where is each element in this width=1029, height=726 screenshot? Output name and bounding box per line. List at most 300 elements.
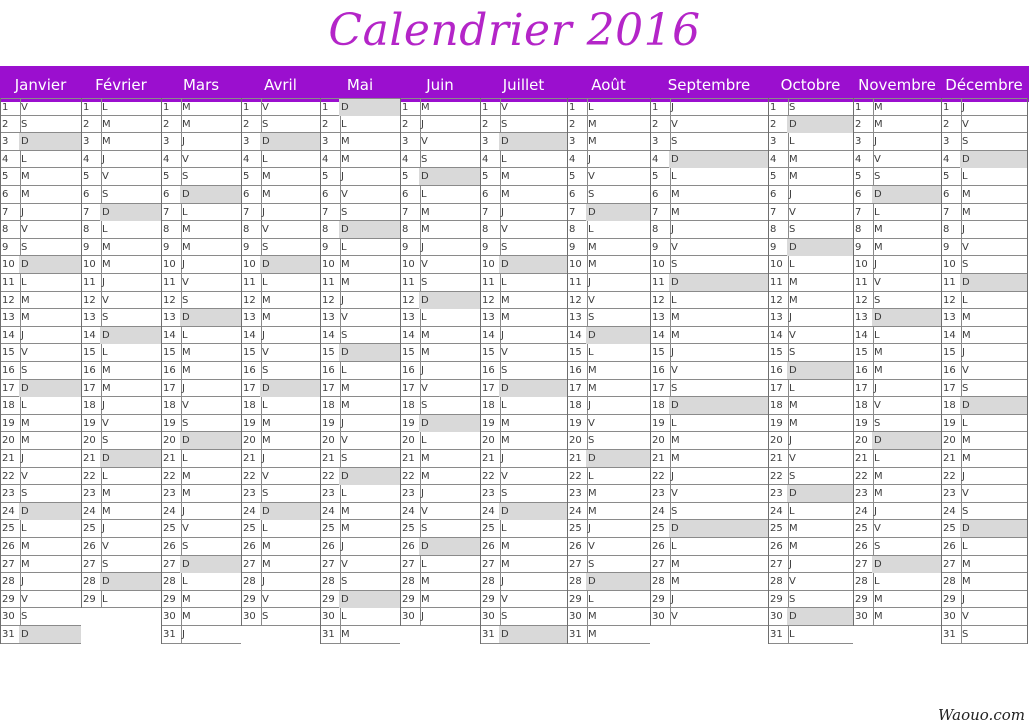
weekday-letter: V: [789, 576, 796, 588]
weekday-letter: J: [21, 453, 24, 464]
day-number: 27: [650, 556, 671, 573]
weekday-letter: D: [180, 556, 193, 573]
weekday-letter: J: [962, 593, 965, 605]
weekday-letter: L: [874, 206, 880, 218]
day-cell: [320, 608, 400, 626]
weekday-letter: V: [501, 102, 508, 113]
weekday-letter: V: [671, 241, 678, 253]
day-number: 16: [768, 362, 789, 379]
weekday-letter: M: [341, 136, 350, 148]
day-number: 18: [161, 397, 182, 414]
day-cell: [241, 98, 320, 116]
day-cell: [567, 397, 650, 415]
weekday-letter: S: [21, 611, 28, 623]
weekday-letter: S: [962, 136, 969, 148]
day-number: 12: [81, 292, 102, 309]
day-number: 23: [161, 485, 182, 502]
day-number: 5: [241, 168, 262, 185]
day-number: 28: [650, 573, 671, 590]
day-cell: [941, 415, 1027, 433]
day-cell: [0, 591, 81, 609]
day-number: 4: [768, 151, 789, 168]
weekday-letter: J: [341, 541, 344, 552]
day-cell: [320, 415, 400, 433]
day-cell: [480, 520, 567, 538]
day-number: 4: [400, 151, 421, 168]
weekday-letter: L: [21, 277, 27, 288]
weekday-letter: L: [102, 347, 108, 359]
weekday-letter: S: [874, 171, 881, 183]
day-cell: [241, 432, 320, 450]
day-number: 30: [320, 608, 341, 625]
day-cell: [161, 151, 241, 169]
day-number: 3: [400, 133, 421, 150]
day-number: 5: [0, 168, 21, 185]
day-number: 19: [567, 415, 588, 432]
day-cell: [161, 98, 241, 116]
day-number: 13: [241, 309, 262, 326]
sunday-shade: [800, 485, 853, 502]
day-cell: [853, 239, 941, 257]
day-number: 21: [0, 450, 21, 467]
weekday-letter: J: [501, 329, 504, 341]
column-divider: [650, 98, 651, 626]
weekday-letter: M: [588, 505, 597, 517]
day-cell: [480, 626, 567, 644]
day-cell: [768, 556, 853, 574]
day-cell: [853, 116, 941, 134]
day-number: 17: [768, 380, 789, 397]
day-cell: [941, 397, 1027, 415]
sunday-shade: [800, 362, 853, 379]
day-cell: [768, 344, 853, 362]
day-number: 7: [0, 204, 21, 221]
day-number: 9: [567, 239, 588, 256]
day-number: 22: [320, 468, 341, 485]
day-cell: [650, 204, 768, 222]
sunday-shade: [599, 204, 650, 221]
weekday-letter: L: [874, 576, 880, 588]
sunday-shade: [682, 397, 768, 414]
day-cell: [941, 239, 1027, 257]
day-cell: [320, 292, 400, 310]
day-cell: [941, 503, 1027, 521]
sunday-shade: [32, 626, 81, 643]
weekday-letter: M: [262, 558, 271, 570]
day-number: 26: [768, 538, 789, 555]
day-number: 5: [567, 168, 588, 185]
sunday-shade: [973, 520, 1027, 537]
day-cell: [81, 520, 161, 538]
day-number: 22: [400, 468, 421, 485]
day-number: 16: [480, 362, 501, 379]
weekday-letter: S: [182, 417, 189, 429]
weekday-letter: J: [789, 189, 792, 200]
day-cell: [400, 204, 480, 222]
day-number: 25: [650, 520, 671, 537]
day-number: 7: [853, 204, 874, 221]
day-cell: [567, 186, 650, 204]
day-number: 8: [768, 221, 789, 238]
column-divider: [480, 98, 481, 644]
weekday-letter: M: [21, 417, 30, 429]
day-cell: [320, 503, 400, 521]
weekday-letter: M: [262, 171, 271, 183]
day-number: 25: [320, 520, 341, 537]
weekday-letter: S: [501, 611, 508, 623]
day-cell: [650, 221, 768, 239]
day-number: 28: [81, 573, 102, 590]
weekday-letter: M: [588, 241, 597, 253]
weekday-letter: L: [671, 294, 677, 306]
weekday-letter: S: [501, 488, 508, 500]
day-number: 30: [241, 608, 262, 625]
day-number: 22: [768, 468, 789, 485]
day-number: 24: [241, 503, 262, 520]
day-cell: [81, 450, 161, 468]
day-cell: [241, 538, 320, 556]
day-cell: [320, 573, 400, 591]
day-number: 19: [650, 415, 671, 432]
weekday-letter: V: [102, 417, 109, 429]
day-cell: [161, 468, 241, 486]
month-header-3: Mars: [182, 76, 220, 94]
day-number: 2: [161, 116, 182, 133]
day-number: 19: [941, 415, 962, 432]
weekday-letter: S: [102, 435, 109, 447]
day-number: 14: [650, 327, 671, 344]
day-number: 24: [567, 503, 588, 520]
weekday-letter: V: [588, 541, 595, 552]
day-cell: [650, 344, 768, 362]
month-header-1: Janvier: [14, 76, 67, 94]
day-cell: [853, 344, 941, 362]
weekday-letter: J: [501, 453, 504, 464]
weekday-letter: M: [421, 470, 430, 482]
weekday-letter: S: [962, 629, 969, 640]
weekday-letter: M: [874, 118, 883, 130]
day-number: 15: [650, 344, 671, 361]
weekday-letter: L: [182, 329, 188, 341]
day-number: 17: [941, 380, 962, 397]
day-number: 17: [0, 380, 21, 397]
weekday-letter: M: [962, 558, 971, 570]
day-number: 1: [320, 99, 341, 116]
day-cell: [768, 204, 853, 222]
day-number: 16: [81, 362, 102, 379]
sunday-shade: [352, 468, 400, 485]
day-number: 16: [567, 362, 588, 379]
weekday-letter: V: [962, 118, 969, 130]
day-number: 10: [241, 256, 262, 273]
weekday-letter: M: [962, 453, 971, 464]
day-number: 24: [320, 503, 341, 520]
day-cell: [161, 556, 241, 574]
day-number: 17: [320, 380, 341, 397]
day-number: 2: [241, 116, 262, 133]
day-cell: [853, 221, 941, 239]
weekday-letter: M: [588, 259, 597, 271]
weekday-letter: J: [262, 206, 265, 218]
month-header-9: Septembre: [667, 76, 751, 94]
day-number: 9: [81, 239, 102, 256]
day-number: 29: [161, 591, 182, 608]
day-cell: [941, 520, 1027, 538]
day-number: 23: [81, 485, 102, 502]
day-number: 8: [853, 221, 874, 238]
day-cell: [853, 450, 941, 468]
weekday-letter: D: [499, 256, 512, 273]
day-number: 28: [567, 573, 588, 590]
day-cell: [768, 397, 853, 415]
weekday-letter: V: [182, 523, 189, 535]
day-number: 14: [567, 327, 588, 344]
day-number: 27: [241, 556, 262, 573]
weekday-letter: L: [501, 153, 507, 165]
weekday-letter: V: [588, 417, 595, 429]
day-number: 21: [480, 450, 501, 467]
day-cell: [480, 556, 567, 574]
day-cell: [161, 133, 241, 151]
weekday-letter: M: [421, 593, 430, 605]
day-cell: [480, 186, 567, 204]
weekday-letter: D: [19, 626, 32, 643]
sunday-shade: [273, 503, 320, 520]
weekday-letter: L: [421, 558, 427, 570]
day-number: 19: [241, 415, 262, 432]
day-number: 19: [480, 415, 501, 432]
day-number: 11: [400, 274, 421, 291]
weekday-letter: D: [260, 256, 273, 273]
month-header-2: Février: [95, 76, 147, 94]
weekday-letter: L: [962, 294, 968, 306]
day-number: 17: [400, 380, 421, 397]
sunday-shade: [193, 309, 241, 326]
weekday-letter: M: [671, 329, 680, 341]
day-number: 2: [650, 116, 671, 133]
sunday-shade: [32, 380, 81, 397]
weekday-letter: M: [262, 435, 271, 447]
weekday-letter: S: [102, 189, 109, 200]
day-number: 12: [320, 292, 341, 309]
weekday-letter: S: [671, 505, 678, 517]
day-number: 5: [941, 168, 962, 185]
weekday-letter: L: [588, 470, 594, 482]
weekday-letter: L: [102, 224, 108, 236]
day-cell: [241, 204, 320, 222]
weekday-letter: D: [960, 397, 973, 414]
day-number: 21: [400, 450, 421, 467]
weekday-letter: J: [102, 523, 105, 535]
day-cell: [81, 380, 161, 398]
weekday-letter: S: [21, 488, 28, 500]
day-number: 7: [81, 204, 102, 221]
day-number: 31: [0, 626, 21, 643]
weekday-letter: M: [962, 435, 971, 447]
day-number: 16: [320, 362, 341, 379]
day-cell: [400, 503, 480, 521]
weekday-letter: M: [341, 523, 350, 535]
sunday-shade: [352, 344, 400, 361]
day-number: 8: [650, 221, 671, 238]
day-number: 16: [161, 362, 182, 379]
day-cell: [241, 397, 320, 415]
weekday-letter: S: [962, 382, 969, 394]
weekday-letter: M: [962, 312, 971, 324]
day-cell: [480, 608, 567, 626]
day-cell: [81, 151, 161, 169]
day-number: 6: [480, 186, 501, 203]
day-cell: [241, 168, 320, 186]
day-number: 29: [400, 591, 421, 608]
column-divider: [853, 98, 854, 626]
sunday-shade: [800, 116, 853, 133]
day-cell: [400, 432, 480, 450]
day-number: 24: [81, 503, 102, 520]
day-number: 31: [768, 626, 789, 643]
day-number: 14: [81, 327, 102, 344]
day-number: 13: [853, 309, 874, 326]
day-number: 31: [567, 626, 588, 643]
day-number: 29: [650, 591, 671, 608]
weekday-letter: L: [421, 435, 427, 447]
day-number: 23: [853, 485, 874, 502]
weekday-letter: V: [341, 312, 348, 324]
day-cell: [650, 239, 768, 257]
day-cell: [81, 485, 161, 503]
weekday-letter: M: [874, 470, 883, 482]
day-cell: [0, 327, 81, 345]
day-cell: [480, 168, 567, 186]
day-number: 27: [161, 556, 182, 573]
day-cell: [400, 468, 480, 486]
weekday-letter: M: [501, 189, 510, 200]
day-cell: [480, 204, 567, 222]
day-number: 27: [768, 556, 789, 573]
day-number: 28: [480, 573, 501, 590]
day-cell: [0, 116, 81, 134]
day-cell: [81, 468, 161, 486]
day-cell: [241, 380, 320, 398]
day-cell: [650, 292, 768, 310]
weekday-letter: M: [262, 417, 271, 429]
day-number: 25: [400, 520, 421, 537]
day-cell: [161, 256, 241, 274]
day-cell: [941, 626, 1027, 644]
day-number: 7: [650, 204, 671, 221]
day-number: 7: [567, 204, 588, 221]
day-number: 11: [650, 274, 671, 291]
sunday-shade: [273, 380, 320, 397]
day-cell: [853, 98, 941, 116]
weekday-letter: S: [789, 347, 796, 359]
day-number: 13: [941, 309, 962, 326]
day-cell: [400, 520, 480, 538]
day-cell: [480, 468, 567, 486]
weekday-letter: D: [499, 133, 512, 150]
weekday-letter: D: [419, 168, 432, 185]
day-number: 2: [941, 116, 962, 133]
day-cell: [768, 538, 853, 556]
day-cell: [650, 415, 768, 433]
day-number: 10: [650, 256, 671, 273]
day-number: 5: [480, 168, 501, 185]
day-cell: [567, 309, 650, 327]
weekday-letter: D: [100, 327, 113, 344]
day-number: 3: [0, 133, 21, 150]
day-number: 3: [853, 133, 874, 150]
day-cell: [941, 309, 1027, 327]
weekday-letter: D: [960, 274, 973, 291]
day-number: 19: [161, 415, 182, 432]
day-cell: [400, 256, 480, 274]
weekday-letter: D: [260, 380, 273, 397]
day-cell: [650, 608, 768, 626]
day-number: 15: [480, 344, 501, 361]
weekday-letter: M: [341, 505, 350, 517]
weekday-letter: J: [102, 400, 105, 412]
weekday-letter: S: [21, 365, 28, 376]
weekday-letter: L: [789, 136, 795, 148]
weekday-letter: M: [962, 576, 971, 588]
day-cell: [941, 380, 1027, 398]
day-number: 15: [567, 344, 588, 361]
day-number: 26: [241, 538, 262, 555]
sunday-shade: [193, 432, 241, 449]
weekday-letter: L: [262, 153, 268, 165]
day-number: 28: [853, 573, 874, 590]
day-cell: [768, 221, 853, 239]
day-number: 11: [81, 274, 102, 291]
weekday-letter: S: [262, 611, 269, 623]
weekday-letter: V: [789, 329, 796, 341]
day-number: 10: [320, 256, 341, 273]
day-cell: [0, 380, 81, 398]
day-number: 1: [941, 99, 962, 116]
weekday-letter: M: [962, 206, 971, 218]
day-cell: [650, 397, 768, 415]
day-number: 14: [241, 327, 262, 344]
weekday-letter: J: [182, 136, 185, 148]
day-number: 30: [853, 608, 874, 625]
weekday-letter: L: [102, 102, 108, 113]
day-number: 18: [0, 397, 21, 414]
weekday-letter: L: [262, 400, 268, 412]
day-cell: [161, 485, 241, 503]
day-cell: [400, 274, 480, 292]
sunday-shade: [193, 556, 241, 573]
weekday-letter: J: [962, 347, 965, 359]
day-number: 17: [650, 380, 671, 397]
day-cell: [0, 204, 81, 222]
day-cell: [650, 520, 768, 538]
day-cell: [400, 556, 480, 574]
day-cell: [567, 344, 650, 362]
weekday-letter: J: [588, 523, 591, 535]
weekday-letter: S: [182, 541, 189, 552]
weekday-letter: L: [341, 118, 347, 130]
day-number: 28: [768, 573, 789, 590]
day-cell: [567, 556, 650, 574]
day-number: 26: [0, 538, 21, 555]
day-number: 29: [480, 591, 501, 608]
weekday-letter: D: [787, 485, 800, 502]
day-cell: [853, 520, 941, 538]
day-number: 29: [768, 591, 789, 608]
sunday-shade: [512, 626, 567, 643]
day-cell: [0, 397, 81, 415]
weekday-letter: J: [102, 153, 105, 165]
